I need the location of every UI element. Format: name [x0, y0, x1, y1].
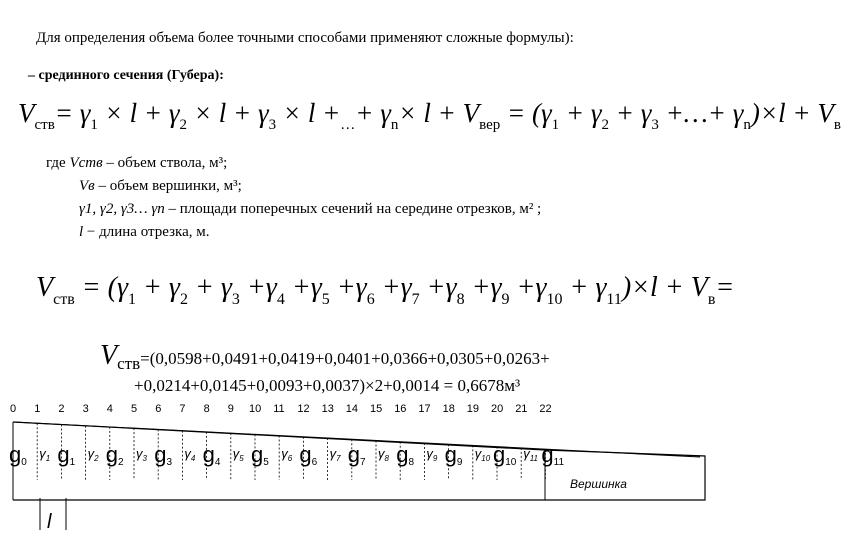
scale-label: 15 — [370, 403, 383, 415]
gamma-label: $\gamma_{11}$ — [523, 446, 539, 463]
g-label: g3 — [154, 442, 173, 468]
g-label: g6 — [299, 442, 318, 468]
l-label: l — [47, 511, 52, 533]
scale-label: 6 — [155, 403, 162, 415]
gamma-label: $\gamma_7$ — [329, 446, 341, 463]
g-label: g0 — [9, 442, 27, 468]
g-label: g7 — [347, 442, 366, 468]
scale-label: 5 — [131, 403, 138, 415]
scale-label: 13 — [321, 403, 334, 415]
glossary — [46, 152, 541, 244]
g-label: g5 — [251, 442, 269, 468]
gamma-label: $\gamma_6$ — [281, 446, 293, 463]
g-label: g1 — [57, 442, 76, 468]
scale-label: 0 — [10, 403, 17, 415]
scale-label: 8 — [203, 403, 210, 415]
scale-label: 7 — [179, 403, 186, 415]
method-heading: – срединного сечения (Губера): — [28, 68, 224, 83]
g-label: g10 — [493, 442, 517, 468]
g-label: g8 — [396, 442, 415, 468]
g-label: g11 — [541, 442, 565, 468]
scale-label: 17 — [418, 403, 431, 415]
glossary-row-l: l − длина отрезка, м. — [79, 224, 210, 240]
scale-label: 14 — [345, 403, 359, 415]
trunk-diagram — [0, 390, 720, 540]
scale-label: 3 — [82, 403, 89, 415]
calc-line-1: Vств=(0,0598+0,0491+0,0419+0,0401+0,0366+0,0305+0,0263+ — [100, 340, 550, 373]
gamma-label: $\gamma_1$ — [39, 446, 51, 463]
gamma-label: $\gamma_3$ — [136, 446, 147, 463]
glossary-row-vstv: где Vств – объем ствола, м³; — [46, 155, 228, 171]
scale-label: 21 — [515, 403, 528, 415]
scale-label: 11 — [273, 403, 285, 415]
scale-label: 12 — [297, 403, 310, 415]
scale-label: 19 — [466, 403, 480, 415]
scale-label: 9 — [227, 403, 234, 415]
formula-huber: $V_{ств}= \gamma_1 \times l + \gamma_2 \times l + \gamma_3 \times l +_\dots+ \gamma_n\times l + V_{вер} = (\gamma_1 + \gamma_2 + \gamma_3$ +…+ $\gamma_n)\times l + V_в$ — [18, 98, 841, 133]
calc-line-2: +0,0214+0,0145+0,0093+0,0037)×2+0,0014 = 0,6678м³ — [134, 376, 521, 395]
formula-sum: $V_{ств} = (\gamma_1 + \gamma_2 + \gamma_3 +\gamma_4 +\gamma_5 +\gamma_6 +\gamma_7 +\gamma_8 +\gamma_9 +\gamma_{10} + \gamma_{11})\times l + V_в=$ — [36, 272, 735, 308]
scale-label: 1 — [34, 403, 41, 415]
scale-label: 2 — [58, 403, 65, 415]
glossary-row-gamma: γ1, γ2, γ3… γn – площади поперечных сечений на середине отрезков, м² ; — [79, 201, 542, 217]
gamma-label: $\gamma_4$ — [184, 446, 196, 463]
gamma-label: $\gamma_5$ — [232, 446, 244, 463]
scale-label: 10 — [249, 403, 262, 415]
gamma-label: $\gamma_2$ — [87, 446, 99, 463]
gamma-label: $\gamma_8$ — [378, 446, 389, 463]
scale-label: 16 — [394, 403, 407, 415]
scale-label: 18 — [442, 403, 455, 415]
g-label: g9 — [444, 442, 463, 468]
scale-label: 4 — [106, 403, 113, 415]
glossary-row-vv: Vв – объем вершинки, м³; — [79, 178, 242, 194]
g-labels — [9, 442, 564, 468]
scale-label: 22 — [539, 403, 552, 415]
g-label: g2 — [105, 442, 124, 468]
gamma-label: $\gamma_9$ — [426, 446, 438, 463]
g-label: g4 — [202, 442, 221, 468]
scale-labels — [10, 403, 552, 415]
top-label: Вершинка — [570, 477, 627, 491]
gamma-label: $\gamma_{10}$ — [474, 446, 491, 463]
scale-label: 20 — [491, 403, 504, 415]
intro-text: Для определения объема более точными способами применяют сложные формулы): — [36, 30, 574, 46]
